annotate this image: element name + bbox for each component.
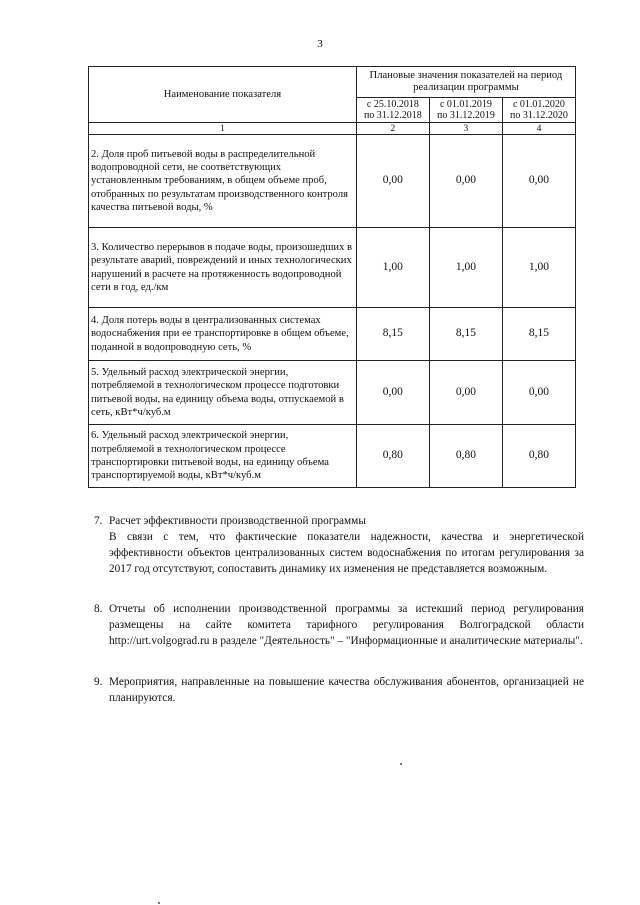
indicators-table xyxy=(88,66,576,488)
header-period-3 xyxy=(502,98,575,123)
period-3-to: по 31.12.2020 xyxy=(510,110,568,121)
header-indicator-name: Наименование показателя xyxy=(89,67,357,123)
table-header-row xyxy=(89,67,576,98)
section-7 xyxy=(94,513,584,577)
indicator-value: 0,80 xyxy=(429,425,502,488)
indicator-value: 8,15 xyxy=(356,308,429,361)
section-number: 9. xyxy=(94,676,103,688)
indicator-value: 0,00 xyxy=(502,361,575,425)
indicator-value: 0,80 xyxy=(356,425,429,488)
page-number: 3 xyxy=(317,38,323,50)
section-text: Отчеты об исполнении производственной программы за истекший период регулирования размещены на сайте комитета тарифного регулирования Волгоградской области http://urt.volgograd.ru в разделе "Деятельность" – "Информационные и аналитические материалы". xyxy=(109,603,584,647)
indicator-name: 4. Доля потерь воды в централизованных системах водоснабжения при ее транспортировке в общем объеме, поданной в водопроводную сеть, % xyxy=(89,308,357,361)
indicator-value: 8,15 xyxy=(502,308,575,361)
indicator-name: 6. Удельный расход электрической энергии, потребляемой в технологическом процессе транспортировки питьевой воды, на единицу объема транспортируемой воды, кВт*ч/куб.м xyxy=(89,425,357,488)
indicator-value: 0,80 xyxy=(502,425,575,488)
indicator-value: 8,15 xyxy=(429,308,502,361)
period-1-from: с 25.10.2018 xyxy=(366,98,419,110)
period-3-from: с 01.01.2020 xyxy=(512,98,565,110)
column-number: 3 xyxy=(429,123,502,135)
indicator-value: 0,00 xyxy=(502,135,575,228)
table-row xyxy=(89,228,576,308)
section-text: В связи с тем, что фактические показатели надежности, качества и энергетической эффективности объектов централизованных систем водоснабжения по итогам регулирования за 2017 год отсутствуют, сопоставить динамику их изменения не представляется возможным. xyxy=(109,531,584,575)
header-period-2 xyxy=(429,98,502,123)
section-number: 8. xyxy=(94,603,103,615)
header-period-1 xyxy=(356,98,429,123)
indicator-value: 0,00 xyxy=(356,135,429,228)
indicator-name: 2. Доля проб питьевой воды в распределительной водопроводной сети, не соответствующих установленным требованиям, в общем объеме проб, отобранных по результатам производственного контроля качества питьевой воды, % xyxy=(89,135,357,228)
indicator-value: 0,00 xyxy=(429,135,502,228)
scan-speck xyxy=(158,902,160,904)
table-row xyxy=(89,361,576,425)
period-1-to: по 31.12.2018 xyxy=(363,110,422,121)
column-number: 1 xyxy=(89,123,357,135)
scan-speck xyxy=(400,763,402,765)
table-row xyxy=(89,308,576,361)
indicator-value: 1,00 xyxy=(429,228,502,308)
table-row xyxy=(89,425,576,488)
column-number: 2 xyxy=(356,123,429,135)
section-title: Расчет эффективности производственной программы xyxy=(109,515,366,527)
section-text: Мероприятия, направленные на повышение качества обслуживания абонентов, организацией не планируются. xyxy=(109,676,584,704)
indicator-value: 0,00 xyxy=(429,361,502,425)
period-2-from: с 01.01.2019 xyxy=(439,98,492,110)
section-9 xyxy=(94,674,584,706)
section-number: 7. xyxy=(94,515,103,527)
column-number: 4 xyxy=(502,123,575,135)
indicator-value: 1,00 xyxy=(356,228,429,308)
column-number-row xyxy=(89,123,576,135)
indicator-name: 3. Количество перерывов в подаче воды, произошедших в результате аварий, повреждений и иных технологических нарушений в расчете на протяженность водопроводной сети в год, ед./км xyxy=(89,228,357,308)
header-planned-values: Плановые значения показателей на период реализации программы xyxy=(356,67,575,98)
table-row xyxy=(89,135,576,228)
indicator-value: 1,00 xyxy=(502,228,575,308)
indicator-value: 0,00 xyxy=(356,361,429,425)
indicator-name: 5. Удельный расход электрической энергии, потребляемой в технологическом процессе подготовки питьевой воды, на единицу объема воды, отпускаемой в сеть, кВт*ч/куб.м xyxy=(89,361,357,425)
period-2-to: по 31.12.2019 xyxy=(436,110,495,121)
section-8 xyxy=(94,601,584,649)
